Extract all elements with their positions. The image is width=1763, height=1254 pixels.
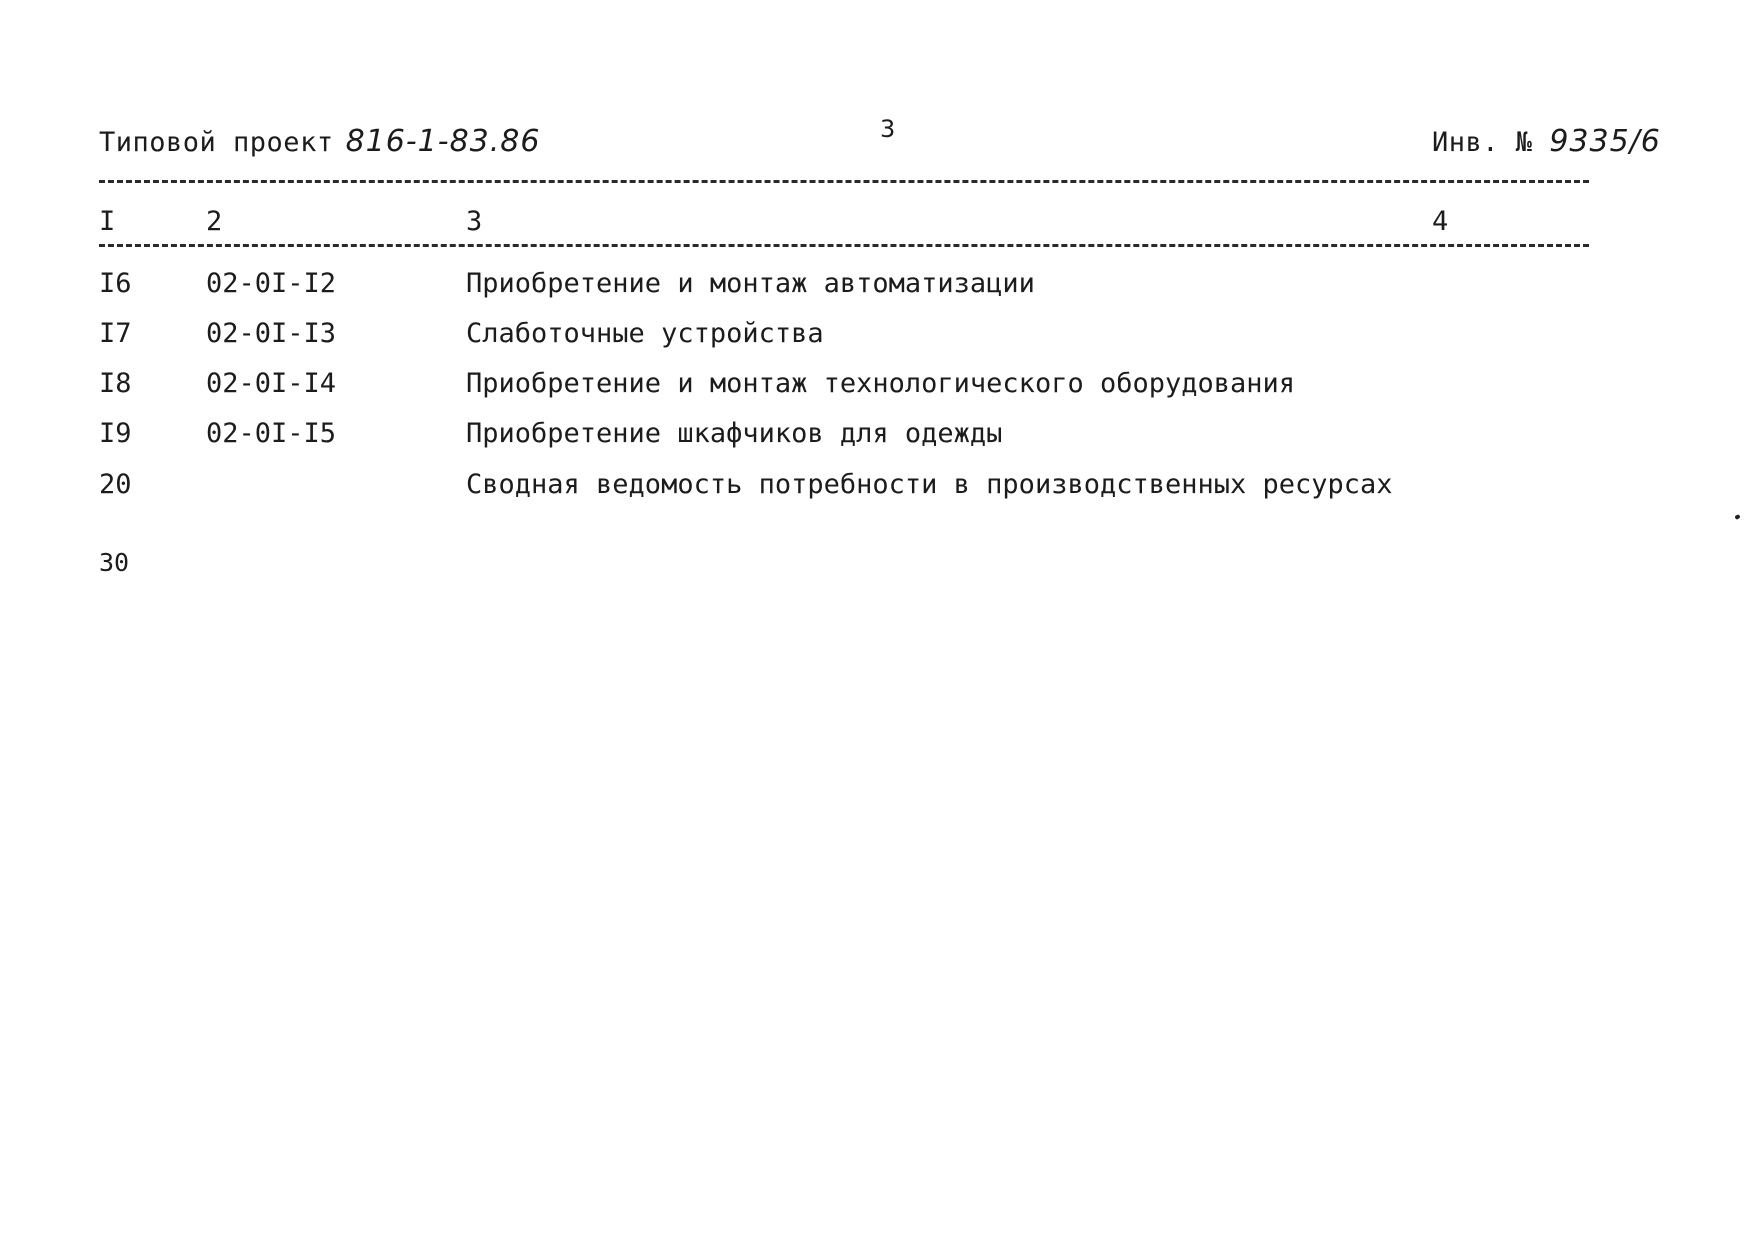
- inventory-number: 9335/6: [1549, 124, 1661, 159]
- table-row-name: Приобретение и монтаж технологического оборудования: [466, 368, 1296, 399]
- inventory-header: [1432, 124, 1661, 159]
- table-row-code: 02-0I-I4: [206, 368, 337, 399]
- project-number: 816-1-83.86: [345, 124, 541, 159]
- column-header-3: 3: [466, 206, 483, 237]
- table-top-rule: [99, 180, 1589, 183]
- table-row-code: 02-0I-I5: [206, 418, 337, 449]
- table-row-name: Слаботочные устройства: [466, 318, 824, 349]
- ink-speck: [1734, 514, 1740, 520]
- page-number: 3: [880, 115, 896, 143]
- table-header-rule: [99, 244, 1589, 247]
- table-row-number: I9: [99, 418, 132, 449]
- inventory-label: Инв. №: [1432, 127, 1533, 158]
- table-row-number: I8: [99, 368, 132, 399]
- column-header-1: I: [99, 206, 116, 237]
- footer-number: 30: [99, 548, 130, 577]
- column-header-2: 2: [206, 206, 223, 237]
- table-row-number: I7: [99, 318, 132, 349]
- table-row-name: Сводная ведомость потребности в производственных ресурсах: [466, 469, 1393, 500]
- table-row-code: 02-0I-I2: [206, 268, 337, 299]
- project-header: [99, 124, 540, 159]
- project-label: Типовой проект: [99, 127, 334, 158]
- table-row-name: Приобретение и монтаж автоматизации: [466, 268, 1035, 299]
- table-row-number: I6: [99, 268, 132, 299]
- table-row-code: 02-0I-I3: [206, 318, 337, 349]
- table-row-number: 20: [99, 469, 132, 500]
- column-header-4: 4: [1432, 206, 1449, 237]
- table-row-name: Приобретение шкафчиков для одежды: [466, 418, 1003, 449]
